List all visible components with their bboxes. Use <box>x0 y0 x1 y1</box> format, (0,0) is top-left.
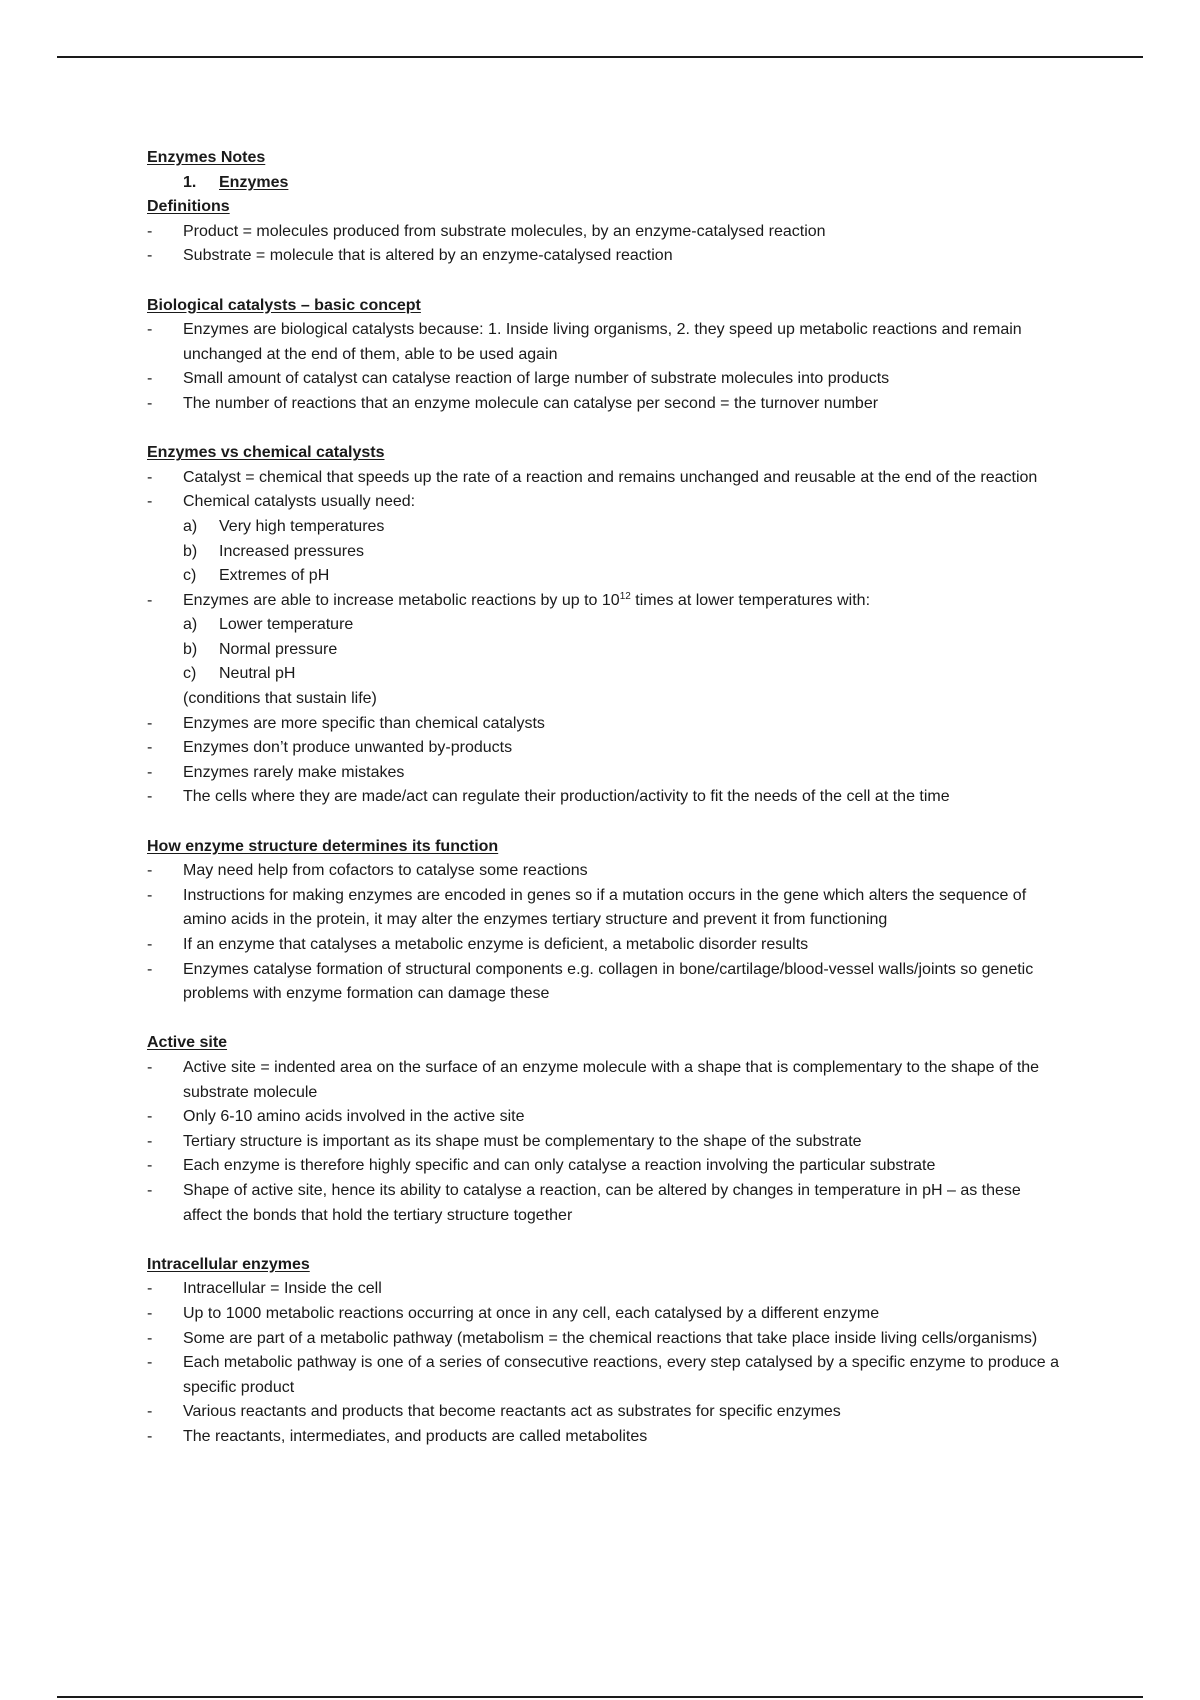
list-item: - Up to 1000 metabolic reactions occurring at once in any cell, each catalysed by a different enzyme <box>147 1302 1062 1327</box>
sub-list-item: a) Lower temperature <box>183 616 354 634</box>
heading-structure-function: How enzyme structure determines its function <box>147 837 499 855</box>
list-item: - Enzymes are more specific than chemical catalysts <box>147 712 1062 737</box>
list-item: - Enzymes are able to increase metabolic reactions by up to $10^{12}$ times at lower temperatures with: <box>147 589 1062 614</box>
list-item: - Chemical catalysts usually need: <box>147 490 1062 515</box>
document-title: Enzymes Notes <box>147 149 266 166</box>
heading-biological-catalysts: Biological catalysts – basic concept <box>147 296 421 314</box>
list-item: - May need help from cofactors to catalyse some reactions <box>147 859 1062 884</box>
list-item: - If an enzyme that catalyses a metabolic enzyme is deficient, a metabolic disorder results <box>147 933 1062 958</box>
list-item: - Active site = indented area on the surface of an enzyme molecule with a shape that is complementary to the shape of the substrate molecule <box>147 1056 1062 1105</box>
list-item: - The number of reactions that an enzyme molecule can catalyse per second = the turnover number <box>147 392 1062 417</box>
sub-list-item: c) Extremes of pH <box>183 567 330 585</box>
list-item: - Various reactants and products that become reactants act as substrates for specific enzymes <box>147 1400 1062 1425</box>
list-item: - Each enzyme is therefore highly specific and can only catalyse a reaction involving the particular substrate <box>147 1154 1062 1179</box>
list-item: - Shape of active site, hence its ability to catalyse a reaction, can be altered by changes in temperature in pH – as these affect the bonds that hold the tertiary structure together <box>147 1179 1062 1228</box>
sub-list-item: b) Normal pressure <box>183 640 338 658</box>
list-item: - Enzymes are biological catalysts because: 1. Inside living organisms, 2. they speed up metabolic reactions and remain unchanged at the end of them, able to be used again <box>147 318 1062 367</box>
list-item: - Catalyst = chemical that speeds up the rate of a reaction and remains unchanged and reusable at the end of the reaction <box>147 466 1062 491</box>
sub-list-item: c) Neutral pH <box>183 665 296 683</box>
section-title <box>147 171 1062 196</box>
heading-enzymes-vs-chemical: Enzymes vs chemical catalysts <box>147 444 385 462</box>
section-number: 1. <box>183 173 197 191</box>
sub-list-item: a) Very high temperatures <box>183 517 385 535</box>
list-item: - Substrate = molecule that is altered by an enzyme-catalysed reaction <box>147 244 1062 269</box>
section-title-text: Enzymes <box>219 173 289 191</box>
list-item: - Tertiary structure is important as its shape must be complementary to the shape of the substrate <box>147 1130 1062 1155</box>
list-item: - The reactants, intermediates, and products are called metabolites <box>147 1425 1062 1450</box>
list-item: - Each metabolic pathway is one of a series of consecutive reactions, every step catalysed by a specific enzyme to produce a specific product <box>147 1351 1062 1400</box>
list-item: - Instructions for making enzymes are encoded in genes so if a mutation occurs in the gene which alters the sequence of amino acids in the protein, it may alter the enzymes tertiary structure and prevent it from functioning <box>147 884 1062 933</box>
document-body <box>147 146 1062 1449</box>
list-item: - Only 6-10 amino acids involved in the active site <box>147 1105 1062 1130</box>
list-item: - Product = molecules produced from substrate molecules, by an enzyme-catalysed reaction <box>147 220 1062 245</box>
header-rule <box>57 56 1143 58</box>
list-item: - Enzymes rarely make mistakes <box>147 761 1062 786</box>
conditions-note: (conditions that sustain life) <box>183 690 377 708</box>
footer-rule <box>57 1696 1143 1698</box>
sub-list-item: b) Increased pressures <box>183 542 364 560</box>
list-item: - Intracellular = Inside the cell <box>147 1277 1062 1302</box>
heading-active-site: Active site <box>147 1034 228 1052</box>
list-item: - The cells where they are made/act can regulate their production/activity to fit the needs of the cell at the time <box>147 785 1062 810</box>
list-item: - Enzymes don’t produce unwanted by-products <box>147 736 1062 761</box>
list-item: - Enzymes catalyse formation of structural components e.g. collagen in bone/cartilage/blood-vessel walls/joints so genetic problems with enzyme formation can damage these <box>147 958 1062 1007</box>
heading-intracellular-enzymes: Intracellular enzymes <box>147 1255 310 1273</box>
list-item: - Small amount of catalyst can catalyse reaction of large number of substrate molecules into products <box>147 367 1062 392</box>
list-item: - Some are part of a metabolic pathway (metabolism = the chemical reactions that take place inside living cells/organisms) <box>147 1327 1062 1352</box>
heading-definitions: Definitions <box>147 198 230 216</box>
